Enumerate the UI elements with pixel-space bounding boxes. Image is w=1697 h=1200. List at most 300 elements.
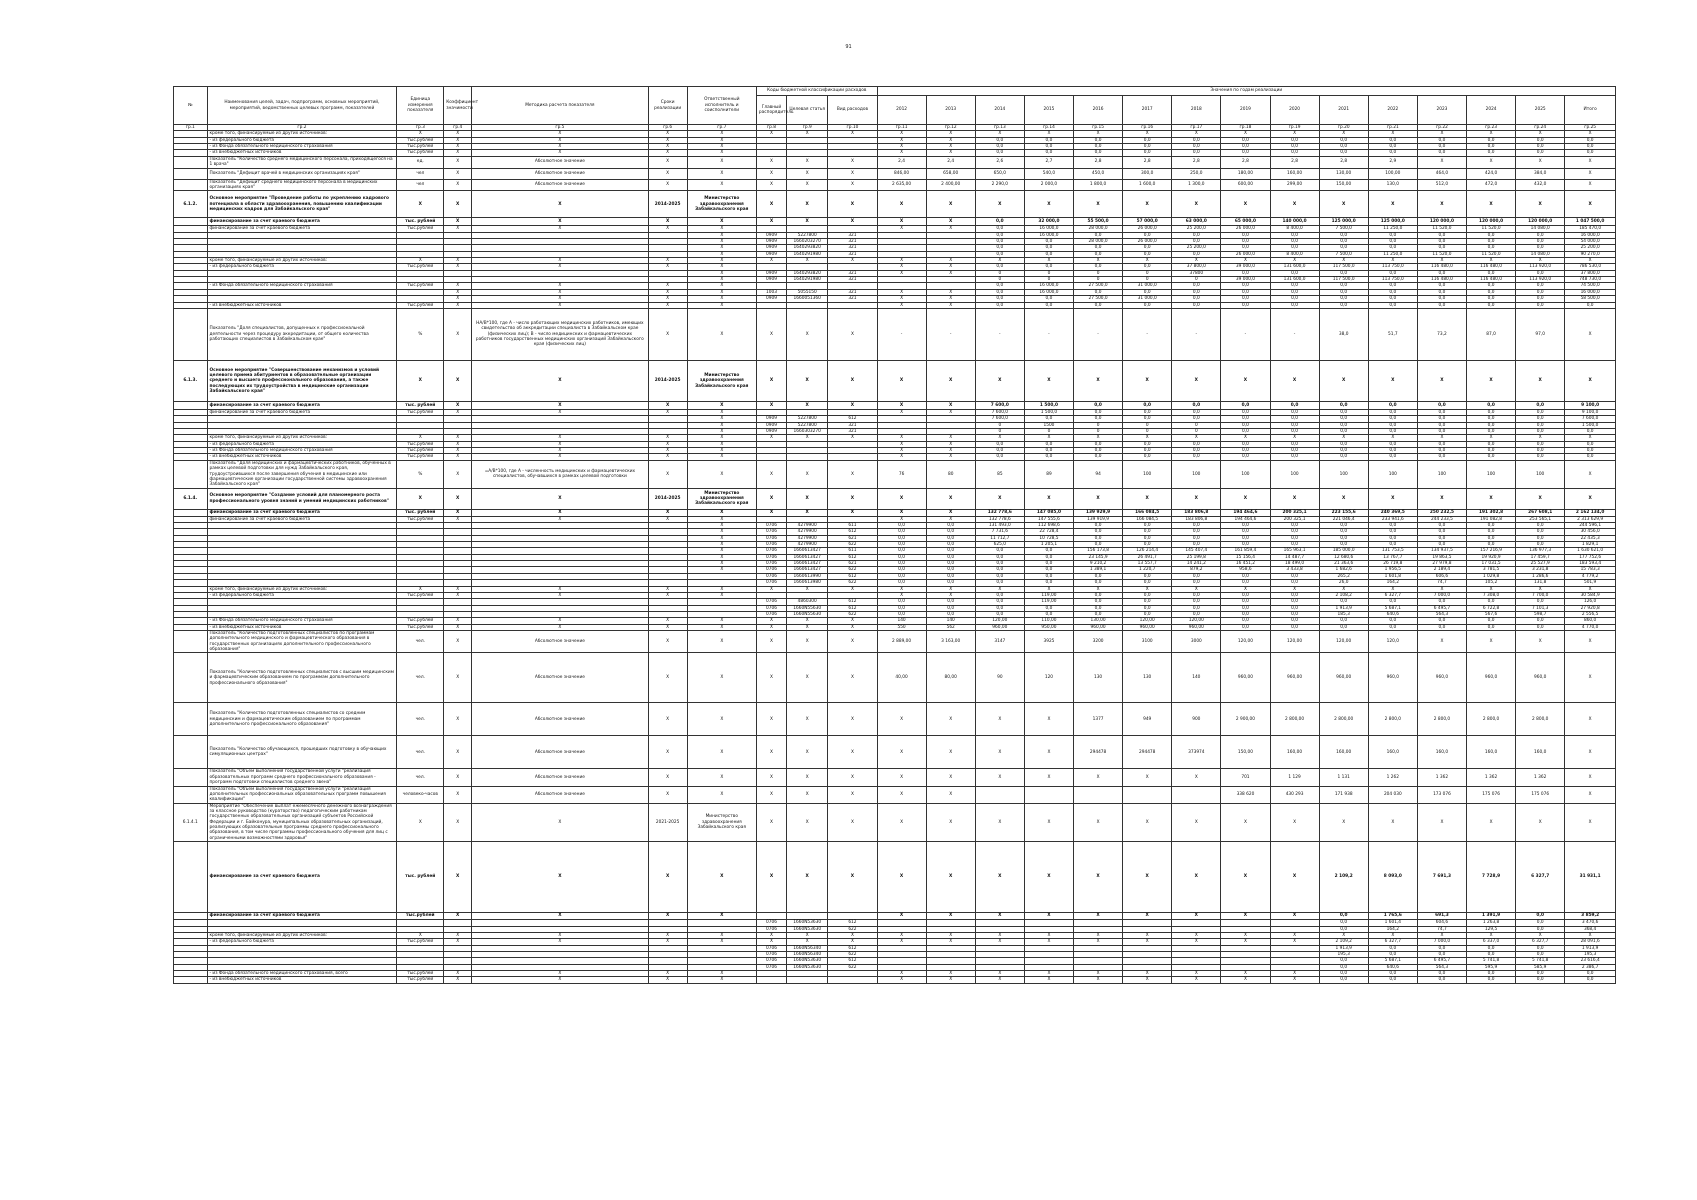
cell-unit: тыс.рублей [397, 409, 444, 415]
cell-unit: тыс.рублей [397, 226, 444, 232]
column-number: гр.21 [1368, 125, 1417, 131]
cell-value: 13 767,7 [1368, 554, 1417, 560]
cell-value: 147 085,0 [1024, 509, 1073, 516]
cell-value: 2 162 134,0 [1565, 509, 1616, 516]
cell-value: 0,0 [1123, 454, 1172, 460]
cell-value: Х [444, 218, 472, 226]
cell-value: 0,0 [1417, 428, 1466, 434]
cell-value: 55 500,0 [1074, 218, 1123, 226]
cell-value: 120,00 [1172, 618, 1221, 624]
cell-kbk: Х [828, 488, 877, 509]
cell-value: 28 000,0 [1074, 238, 1123, 244]
table-row [174, 653, 1616, 703]
cell-value: Х [444, 448, 472, 454]
cell-value: 157 216,9 [1467, 548, 1516, 554]
cell-kbk: 5055150 [787, 289, 828, 295]
cell-value: 0,0 [1319, 441, 1368, 447]
cell-responsible: Министерство здравоохранения Забайкальского края [687, 191, 756, 218]
cell-value: - [1024, 308, 1073, 360]
cell-value: Х [1565, 360, 1616, 401]
cell-value: Х [1417, 586, 1466, 592]
cell-value: 0,0 [1221, 573, 1270, 579]
cell-value: Х [877, 441, 926, 447]
cell-value: Х [1221, 939, 1270, 945]
cell-kbk: 1660613980 [787, 580, 828, 586]
cell-name: кроме того, финансируемые из других источников: [207, 435, 397, 441]
cell-value: 0,0 [1172, 448, 1221, 454]
cell-value: 464,0 [1417, 168, 1466, 179]
cell-kbk: Х [787, 308, 828, 360]
cell-value: Х [1565, 736, 1616, 769]
cell-value: Х [648, 653, 687, 703]
cell-value: 7 728,9 [1467, 842, 1516, 913]
cell-value: Х [926, 401, 975, 409]
cell-value: 0,0 [1172, 150, 1221, 156]
cell-value: Х [1516, 191, 1565, 218]
cell-value: 0,0 [926, 611, 975, 617]
cell-kbk: Х [756, 179, 786, 191]
cell-value: 2,8 [1221, 156, 1270, 168]
cell-value: 6 495,7 [1417, 958, 1466, 964]
cell-value: 0,0 [975, 218, 1024, 226]
cell-value: Х [444, 932, 472, 938]
cell-value: 11 520,0 [1417, 226, 1466, 232]
column-number: гр.4 [444, 125, 472, 131]
cell-num [174, 308, 208, 360]
cell-value: 0,0 [1074, 605, 1123, 611]
header-year: 2017 [1123, 96, 1172, 125]
cell-value: 22 728,4 [1024, 529, 1073, 535]
cell-value: 748 730,0 [1565, 277, 1616, 283]
header-year: 2021 [1319, 96, 1368, 125]
cell-value: 129,5 [1467, 926, 1516, 932]
cell-value: 200 325,1 [1270, 516, 1319, 522]
cell-value: Х [1319, 131, 1368, 137]
cell-value: Х [1123, 435, 1172, 441]
cell-value: 58 500,0 [1565, 296, 1616, 302]
cell-value: 9 100,0 [1565, 401, 1616, 409]
cell-value: 119,00 [1024, 599, 1073, 605]
cell-value: 0,0 [1319, 926, 1368, 932]
cell-value: 0,0 [1024, 264, 1073, 270]
cell-value: Х [444, 939, 472, 945]
cell-value: Х [1368, 803, 1417, 842]
cell-value: Х [1024, 842, 1073, 913]
cell-value: Х [1123, 769, 1172, 786]
cell-kbk: Х [828, 769, 877, 786]
cell-value: 0,0 [1467, 422, 1516, 428]
cell-value: Х [1417, 191, 1466, 218]
cell-kbk: 1660N56340 [787, 945, 828, 951]
cell-value: 0,0 [1516, 454, 1565, 460]
cell-value: 0,0 [926, 535, 975, 541]
cell-value [1123, 786, 1172, 803]
cell-kbk: Х [828, 435, 877, 441]
cell-kbk: 0706 [756, 958, 786, 964]
cell-value: Х [444, 168, 472, 179]
cell-value: 1 205,1 [1024, 542, 1073, 548]
cell-value: 0,0 [1516, 422, 1565, 428]
cell-value: Х [1417, 131, 1466, 137]
cell-value: 147 555,6 [1024, 516, 1073, 522]
cell-value: Х [877, 270, 926, 276]
cell-value: Х [926, 144, 975, 150]
cell-kbk: Х [756, 488, 786, 509]
cell-name: финансирование за счет краевого бюджета [207, 218, 397, 226]
cell-value: Х [1172, 488, 1221, 509]
cell-value: 185 000,0 [1319, 548, 1368, 554]
cell-value: Х [1024, 586, 1073, 592]
program-table [173, 86, 1616, 984]
cell-method: Х [472, 289, 648, 295]
cell-value: Х [648, 435, 687, 441]
cell-kbk: Х [787, 131, 828, 137]
cell-value: 0,0 [926, 548, 975, 554]
cell-kbk: 1640293820 [787, 270, 828, 276]
cell-responsible: Х [687, 144, 756, 150]
cell-value: Х [648, 283, 687, 289]
cell-value: 0,0 [1417, 144, 1466, 150]
header-name: Наименования целей, задач, подпрограмм, основных мероприятий, мероприятий, ведомственных целевых программ, показателей [207, 87, 397, 125]
cell-responsible: Х [687, 258, 756, 264]
cell-value: Х [1074, 939, 1123, 945]
cell-kbk: 612 [828, 573, 877, 579]
cell-value: Х [1074, 488, 1123, 509]
cell-value: Х [877, 703, 926, 736]
cell-value: Х [1024, 360, 1073, 401]
cell-responsible: Х [687, 509, 756, 516]
cell-value: 786 530,0 [1565, 264, 1616, 270]
cell-value: 0,0 [1467, 245, 1516, 251]
cell-name: финансирование за счет краевого бюджета [207, 516, 397, 522]
cell-value: 0,0 [1074, 289, 1123, 295]
cell-value: 0,0 [975, 605, 1024, 611]
cell-value: 0,0 [1074, 441, 1123, 447]
cell-value: 0,0 [1516, 409, 1565, 415]
cell-value: Х [1565, 488, 1616, 509]
header-year: 2025 [1516, 96, 1565, 125]
cell-value: Х [648, 150, 687, 156]
cell-value: 0 [1123, 270, 1172, 276]
page-number: 91 [845, 44, 852, 50]
cell-value: 958,6 [1221, 567, 1270, 573]
cell-value: 0,0 [1565, 454, 1616, 460]
cell-value: 0,0 [1123, 573, 1172, 579]
cell-value: Х [1270, 360, 1319, 401]
cell-value: Х [1417, 258, 1466, 264]
cell-value: 0,0 [1024, 605, 1073, 611]
cell-responsible: Х [687, 270, 756, 276]
cell-value: 0,0 [1417, 245, 1466, 251]
cell-name: Показатель "Объем выполнения государственной услуги "реализация образовательных программ среднего профессионального образования - программ подготовки специалистов среднего звена" [207, 769, 397, 786]
cell-value: Х [1565, 131, 1616, 137]
cell-value: 6 495,7 [1417, 605, 1466, 611]
cell-kbk: Х [756, 624, 786, 630]
cell-value: - [1221, 308, 1270, 360]
cell-value: 120 [1024, 653, 1073, 703]
cell-value: - [1123, 308, 1172, 360]
cell-value: Х [1467, 932, 1516, 938]
cell-value: 0,0 [1368, 971, 1417, 977]
cell-value: Х [648, 226, 687, 232]
cell-responsible: Х [687, 542, 756, 548]
cell-value: 74,7 [1417, 580, 1466, 586]
cell-value: 0 [1024, 270, 1073, 276]
cell-value: Х [1172, 586, 1221, 592]
cell-value: 0,0 [975, 144, 1024, 150]
cell-name: - из Фонда обязательного медицинского страхования [207, 618, 397, 624]
header-year: 2014 [975, 96, 1024, 125]
cell-value: 0,0 [1516, 283, 1565, 289]
cell-value: 0,0 [1270, 573, 1319, 579]
cell-value: 0,0 [1565, 971, 1616, 977]
column-number: гр.15 [1074, 125, 1123, 131]
cell-value: 139 929,9 [1074, 509, 1123, 516]
cell-kbk: 0909 [756, 277, 786, 283]
cell-value: 0 [1074, 270, 1123, 276]
cell-kbk: 0706 [756, 605, 786, 611]
cell-value: Х [1467, 258, 1516, 264]
cell-unit: тыс.рублей [397, 441, 444, 447]
cell-responsible: Х [687, 435, 756, 441]
cell-value: 0,0 [1319, 542, 1368, 548]
cell-value: 0,0 [1319, 618, 1368, 624]
cell-kbk: 321 [828, 289, 877, 295]
cell-value: 16 000,0 [1024, 283, 1073, 289]
cell-value: 0,0 [1221, 624, 1270, 630]
cell-kbk: Х [787, 168, 828, 179]
cell-value: Х [926, 971, 975, 977]
cell-value: 0,0 [1123, 251, 1172, 257]
cell-value: 0,0 [1270, 232, 1319, 238]
cell-value: Х [1172, 769, 1221, 786]
cell-value: Х [877, 586, 926, 592]
cell-value: 89 [1024, 460, 1073, 488]
cell-unit: тыс.рублей [397, 618, 444, 624]
cell-method: Х [472, 592, 648, 598]
cell-value: Х [926, 448, 975, 454]
cell-unit: человеко-часов [397, 786, 444, 803]
cell-kbk: 622 [828, 580, 877, 586]
cell-responsible: Х [687, 535, 756, 541]
cell-value: Х [1467, 803, 1516, 842]
cell-value: 0,0 [1417, 238, 1466, 244]
cell-value: 0 [1024, 428, 1073, 434]
cell-value: 130,0 [1368, 179, 1417, 191]
cell-value: 0,0 [1172, 580, 1221, 586]
cell-responsible: Х [687, 441, 756, 447]
cell-kbk: 0909 [756, 270, 786, 276]
cell-name: кроме того, финансируемые из других источников: [207, 131, 397, 137]
cell-value: Х [877, 137, 926, 143]
header-year: 2013 [926, 96, 975, 125]
cell-value: 0,0 [975, 226, 1024, 232]
cell-value: - [1270, 308, 1319, 360]
cell-value: 7 101,3 [1516, 605, 1565, 611]
cell-value: 130 [1074, 653, 1123, 703]
cell-value: Х [877, 258, 926, 264]
cell-value: 0,0 [1368, 289, 1417, 295]
cell-value: Х [1024, 435, 1073, 441]
cell-method: Х [472, 971, 648, 977]
cell-value: 1 131 [1319, 769, 1368, 786]
cell-value: Х [1565, 435, 1616, 441]
cell-value: 160,0 [1516, 736, 1565, 769]
cell-method: Х [472, 283, 648, 289]
cell-value: 0,0 [1123, 592, 1172, 598]
cell-unit: тыс.рублей [397, 302, 444, 308]
cell-value: Х [1123, 360, 1172, 401]
cell-kbk: 1660N55630 [787, 605, 828, 611]
cell-value: 0,0 [1270, 245, 1319, 251]
cell-responsible: Х [687, 296, 756, 302]
cell-name: Показатель "Количество подготовленных специалистов со средним медицинским и фармацевтическим образованием по программам дополнительного профессионального образования" [207, 703, 397, 736]
cell-kbk: Х [787, 460, 828, 488]
cell-value: Х [877, 454, 926, 460]
cell-value: 0,0 [1024, 238, 1073, 244]
cell-value: Х [1417, 156, 1466, 168]
header-year: 2018 [1172, 96, 1221, 125]
cell-value: 105,2 [1467, 580, 1516, 586]
cell-kbk: Х [828, 191, 877, 218]
cell-value: Х [1123, 258, 1172, 264]
cell-value: 164,2 [1368, 926, 1417, 932]
cell-kbk: Х [787, 258, 828, 264]
cell-unit: тыс. рублей [397, 218, 444, 226]
cell-value: 0,0 [1024, 448, 1073, 454]
cell-value: 0,0 [1074, 137, 1123, 143]
cell-value: 126 214,4 [1123, 548, 1172, 554]
cell-value: 0,0 [1221, 542, 1270, 548]
cell-responsible: Х [687, 302, 756, 308]
cell-value: 294478 [1074, 736, 1123, 769]
cell-value: 1 500,0 [1024, 401, 1073, 409]
cell-value: 194 464,6 [1221, 509, 1270, 516]
cell-value: 0,0 [1368, 409, 1417, 415]
cell-value: Х [1074, 913, 1123, 920]
cell-value: 0,0 [1270, 422, 1319, 428]
cell-num: 6.1.4. [174, 488, 208, 509]
cell-value: 0,0 [1319, 977, 1368, 983]
cell-value: Х [1270, 191, 1319, 218]
cell-kbk: Х [828, 624, 877, 630]
cell-value: 950,00 [1024, 624, 1073, 630]
cell-value: 0,0 [1270, 542, 1319, 548]
cell-value: Х [1417, 631, 1466, 653]
cell-value: 0,0 [1172, 573, 1221, 579]
cell-value: Х [1565, 156, 1616, 168]
cell-value: 26 719,8 [1368, 561, 1417, 567]
cell-value: 0,0 [1221, 599, 1270, 605]
cell-value: Х [648, 131, 687, 137]
cell-value: Х [1123, 977, 1172, 983]
cell-value: 14 080,0 [1516, 226, 1565, 232]
cell-value: 0,0 [1516, 238, 1565, 244]
cell-value: 0,0 [1319, 302, 1368, 308]
cell-method: Абсолютное значение [472, 168, 648, 179]
cell-value: 0,0 [1221, 302, 1270, 308]
cell-value: 0,0 [1467, 618, 1516, 624]
cell-responsible: Х [687, 251, 756, 257]
cell-value: 0,0 [1516, 441, 1565, 447]
cell-unit: тыс.рублей [397, 264, 444, 270]
cell-value: 0,0 [1221, 245, 1270, 251]
cell-value: 0,0 [1417, 296, 1466, 302]
cell-value: Х [1565, 703, 1616, 736]
cell-value: Х [1270, 131, 1319, 137]
cell-value: 200 325,1 [1270, 509, 1319, 516]
header-year: 2015 [1024, 96, 1073, 125]
cell-value: 2 889,00 [877, 631, 926, 653]
cell-value: 564,3 [1417, 611, 1466, 617]
cell-kbk: 321 [828, 232, 877, 238]
cell-value: 0,0 [1074, 264, 1123, 270]
cell-kbk: 0909 [756, 232, 786, 238]
column-number: гр.9 [787, 125, 828, 131]
cell-responsible: Х [687, 308, 756, 360]
cell-value: 39 000,0 [1221, 264, 1270, 270]
cell-value: 117 500,0 [1319, 277, 1368, 283]
cell-method: Х [472, 842, 648, 913]
cell-value: 0,0 [1074, 144, 1123, 150]
cell-value: 30 584,9 [1565, 592, 1616, 598]
cell-value: 161 859,4 [1221, 548, 1270, 554]
cell-kbk: Х [787, 653, 828, 703]
cell-value: 0,0 [1319, 416, 1368, 422]
cell-num [174, 460, 208, 488]
cell-kbk: 621 [828, 535, 877, 541]
cell-value: 0,0 [1368, 296, 1417, 302]
cell-value: Х [444, 308, 472, 360]
cell-value: 0,0 [1221, 441, 1270, 447]
cell-value: 265,2 [1319, 573, 1368, 579]
cell-value: 0,0 [1221, 611, 1270, 617]
cell-kbk: 0909 [756, 422, 786, 428]
cell-value: 0,0 [1172, 409, 1221, 415]
cell-responsible: Министерство здравоохранения Забайкальского края [687, 360, 756, 401]
cell-kbk: 612 [828, 958, 877, 964]
cell-value: Х [1516, 360, 1565, 401]
cell-value: 0,0 [1368, 401, 1417, 409]
cell-value: 1500 [1024, 422, 1073, 428]
cell-value: 0,0 [1270, 416, 1319, 422]
cell-kbk: 1640291980 [787, 251, 828, 257]
cell-responsible: Х [687, 409, 756, 415]
cell-value: 0,0 [1270, 428, 1319, 434]
cell-value: Х [1368, 191, 1417, 218]
cell-value: 2,9 [1368, 156, 1417, 168]
header-year: 2019 [1221, 96, 1270, 125]
cell-value: 0,0 [1467, 441, 1516, 447]
cell-value: 204 030 [1368, 786, 1417, 803]
cell-value: 0,0 [1123, 535, 1172, 541]
cell-value: 156 173,8 [1074, 548, 1123, 554]
cell-value: 1 300,0 [1172, 179, 1221, 191]
header-kbk-col: Целевая статья [787, 96, 828, 125]
cell-num [174, 703, 208, 736]
cell-value: 1 500,0 [1565, 422, 1616, 428]
cell-value: 0,0 [1368, 283, 1417, 289]
cell-kbk: Х [756, 258, 786, 264]
cell-value: Х [877, 264, 926, 270]
cell-num [174, 653, 208, 703]
cell-value: 19 920,9 [1467, 554, 1516, 560]
cell-kbk: Х [828, 653, 877, 703]
cell-value: Х [648, 168, 687, 179]
cell-value: Х [1565, 586, 1616, 592]
cell-value: Х [1221, 932, 1270, 938]
cell-value: 691,3 [1417, 913, 1466, 920]
